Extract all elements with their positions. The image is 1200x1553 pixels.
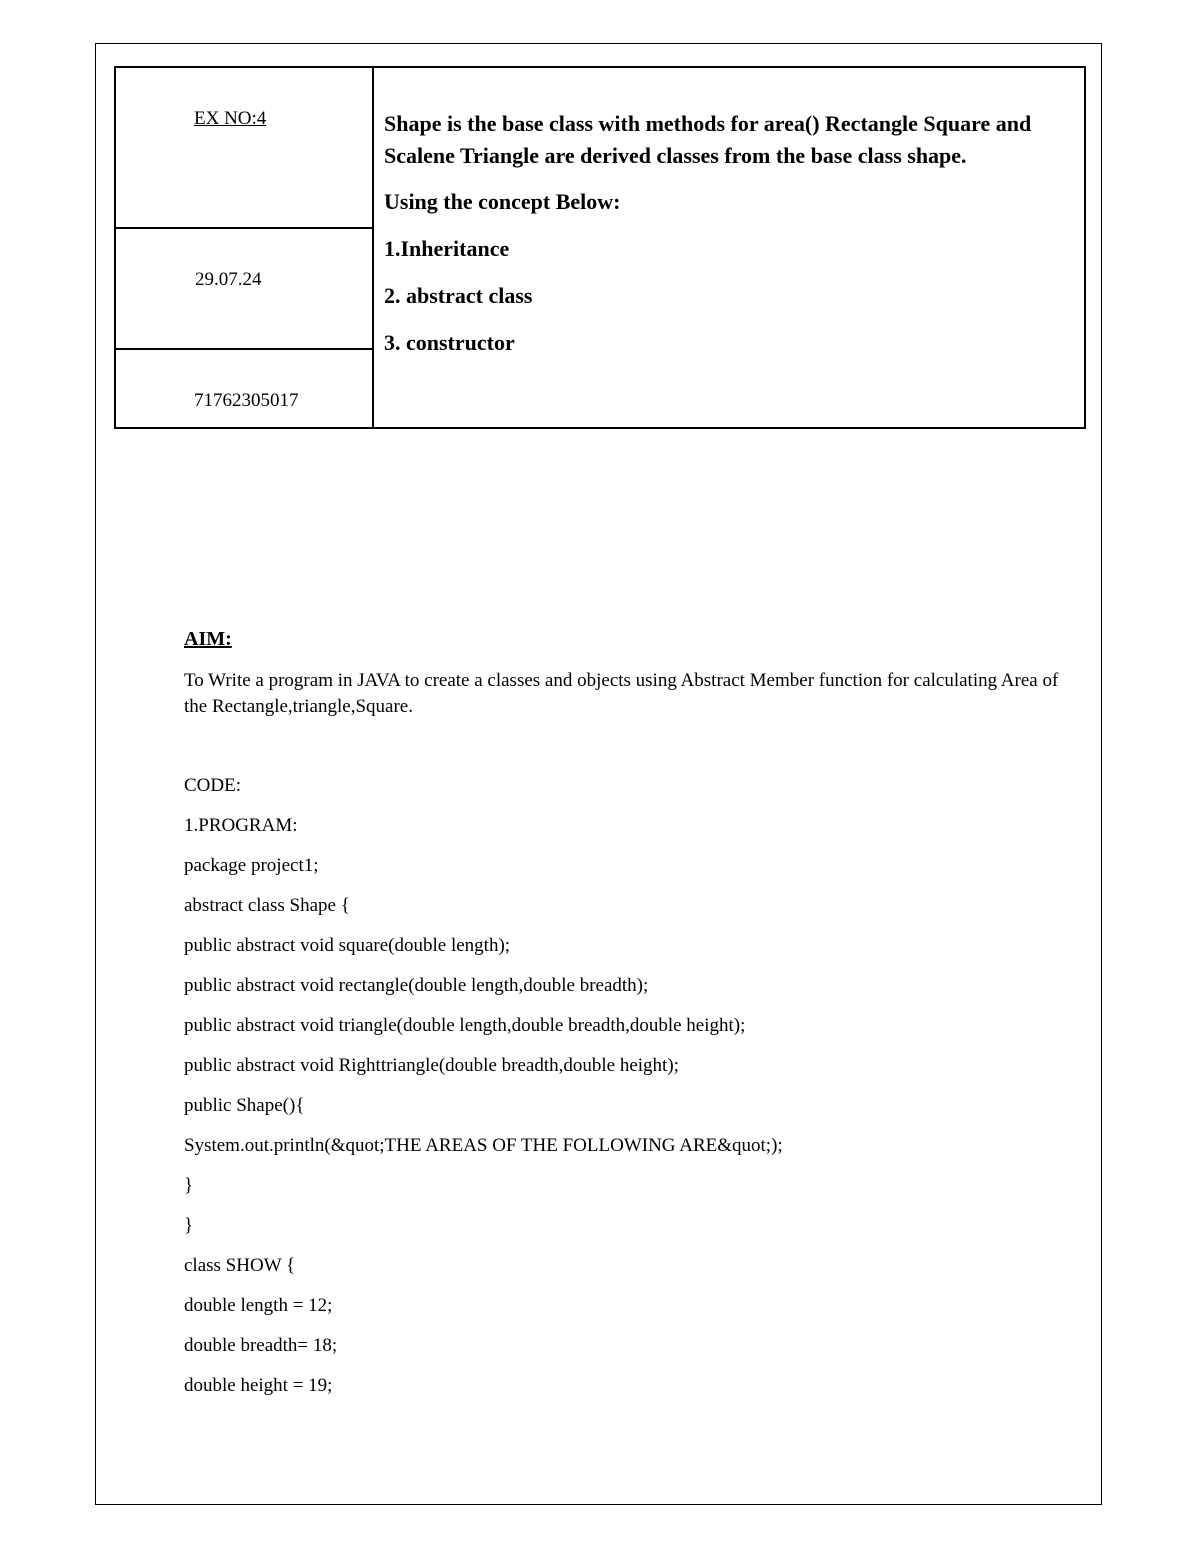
code-line: public abstract void rectangle(double length,double breadth); bbox=[184, 975, 649, 996]
code-section bbox=[184, 773, 1064, 1413]
aim-text: To Write a program in JAVA to create a classes and objects using Abstract Member function for calculating Area of the Rectangle,triangle,Square. bbox=[184, 670, 1059, 717]
code-line: public abstract void square(double length); bbox=[184, 935, 511, 956]
concept-item: 2. abstract class bbox=[384, 283, 533, 308]
date-cell bbox=[116, 229, 372, 350]
exercise-number-cell bbox=[116, 68, 372, 229]
code-line: double height = 19; bbox=[184, 1375, 333, 1396]
code-line: System.out.println(&quot;THE AREAS OF THE FOLLOWING ARE&quot;); bbox=[184, 1135, 783, 1156]
code-line: public abstract void triangle(double length,double breadth,double height); bbox=[184, 1015, 746, 1036]
aim-heading: AIM: bbox=[184, 628, 232, 650]
exercise-description bbox=[384, 108, 1080, 374]
code-line: double length = 12; bbox=[184, 1295, 333, 1316]
header-left-column bbox=[116, 68, 374, 427]
code-heading: CODE: bbox=[184, 775, 241, 796]
concept-heading: Using the concept Below: bbox=[384, 189, 621, 214]
code-line: 1.PROGRAM: bbox=[184, 815, 298, 836]
code-line: class SHOW { bbox=[184, 1255, 296, 1276]
code-line: public abstract void Righttriangle(double breadth,double height); bbox=[184, 1055, 679, 1076]
concept-item: 3. constructor bbox=[384, 330, 515, 355]
code-line: package project1; bbox=[184, 855, 319, 876]
exercise-date: 29.07.24 bbox=[195, 269, 262, 290]
concept-item: 1.Inheritance bbox=[384, 236, 510, 261]
code-line: double breadth= 18; bbox=[184, 1335, 338, 1356]
exercise-number: EX NO:4 bbox=[194, 108, 267, 129]
header-table bbox=[114, 66, 1086, 429]
exercise-title: Shape is the base class with methods for area() Rectangle Square and Scalene Triangle are derived classes from the base class shape. bbox=[384, 111, 1032, 168]
code-line: } bbox=[184, 1175, 194, 1196]
code-line: } bbox=[184, 1215, 194, 1236]
code-line: public Shape(){ bbox=[184, 1095, 305, 1116]
aim-section bbox=[184, 628, 1064, 720]
roll-number: 71762305017 bbox=[194, 390, 299, 411]
code-line: abstract class Shape { bbox=[184, 895, 350, 916]
